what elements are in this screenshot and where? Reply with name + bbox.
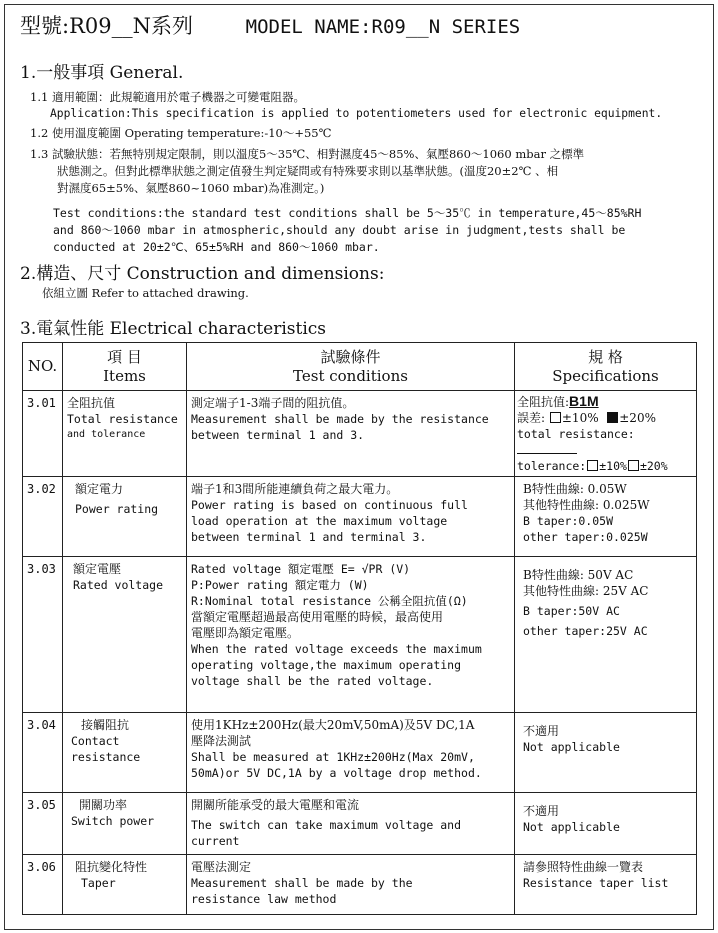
checkbox-icon [550, 412, 561, 423]
spec-tol-20: ±20% [619, 411, 656, 425]
cond-line: Measurement shall be made by the [191, 876, 413, 890]
header-conditions [187, 343, 515, 391]
row-item [63, 855, 187, 915]
row-no: 3.03 [23, 557, 63, 713]
row-item [63, 793, 187, 855]
cond-line: 使用1KHz±200Hz(最大20mV,50mA)及5V DC,1A [191, 718, 475, 732]
row-condition [187, 477, 515, 557]
header-no: NO. [23, 343, 63, 391]
cond-line: 壓降法測試 [191, 734, 252, 748]
row-condition [187, 391, 515, 477]
section2-heading: 2.構造、尺寸 Construction and dimensions: [20, 264, 385, 284]
title-en: MODEL NAME:R09__N SERIES [245, 16, 521, 38]
item-line: 全阻抗值 [67, 396, 116, 410]
spec-line: 不適用 [523, 724, 560, 738]
s13-en-3: conducted at 20±2℃、65±5%RH and 860～1060 mbar. [53, 240, 380, 254]
row-condition [187, 793, 515, 855]
spec-line: B taper:0.05W [523, 514, 614, 528]
row-no: 3.01 [23, 391, 63, 477]
table-header-row [23, 343, 697, 391]
item-line: Total resistance [67, 412, 178, 426]
header-items [63, 343, 187, 391]
checkbox-icon [587, 460, 598, 471]
blank-line [517, 453, 577, 454]
header-cond-en: Test conditions [293, 366, 408, 385]
spec-line: Not applicable [523, 820, 620, 834]
row-spec [515, 855, 697, 915]
row-item [63, 477, 187, 557]
cond-line: Rated voltage 額定電壓 E= √PR (V) [191, 562, 411, 576]
s13-zh-3: 對濕度65±5%、氣壓860~1060 mbar)為准測定。) [57, 181, 325, 195]
item-line: 開關功率 [79, 798, 128, 812]
s11-en: Application:This specification is applied to potentiometers used for electronic equipment. [50, 107, 663, 120]
checked-box-icon [607, 412, 618, 423]
spec-tol-en: tolerance: [517, 459, 587, 473]
row-no: 3.02 [23, 477, 63, 557]
row-spec [515, 557, 697, 713]
spec-tol-label: 誤差: [517, 411, 546, 425]
header-specs [515, 343, 697, 391]
item-line: 額定電壓 [73, 562, 122, 576]
spec-total-label: 全阻抗值: [517, 395, 570, 409]
item-line: resistance [71, 750, 141, 764]
cond-line: When the rated voltage exceeds the maximum [191, 642, 482, 656]
cond-line: R:Nominal total resistance 公稱全阻抗值(Ω) [191, 594, 468, 608]
cond-line: operating voltage,the maximum operating [191, 658, 462, 672]
spec-line: 請參照特性曲線一覽表 [523, 860, 644, 874]
item-line: 額定電力 [75, 482, 124, 496]
row-spec [515, 793, 697, 855]
row-condition [187, 557, 515, 713]
s13-en-1: Test conditions:the standard test conditions shall be 5～35℃ in temperature,45～85%RH [53, 206, 642, 220]
cond-line: 電壓即為額定電壓。 [191, 626, 300, 640]
electrical-characteristics-table [22, 342, 697, 915]
row-no: 3.05 [23, 793, 63, 855]
document-title [20, 10, 520, 40]
row-condition [187, 855, 515, 915]
spec-line: other taper:0.025W [523, 530, 648, 544]
checkbox-icon [628, 460, 639, 471]
section2-text: 依組立圖 Refer to attached drawing. [42, 286, 249, 300]
spec-total-value: B1M [569, 393, 599, 409]
row-no: 3.04 [23, 713, 63, 793]
spec-line: other taper:25V AC [523, 624, 648, 638]
cond-line: The switch can take maximum voltage and [191, 818, 462, 832]
s13-en-2: and 860～1060 mbar in atmospheric,should any doubt arise in judgment,tests shall be [53, 223, 626, 237]
title-zh: 型號:R09__N系列 [20, 14, 193, 38]
row-spec [515, 713, 697, 793]
spec-tol-10: ±10% [561, 411, 599, 425]
section3-heading: 3.電氣性能 Electrical characteristics [20, 319, 327, 339]
table-row [23, 713, 697, 793]
spec-line: B特性曲線: 50V AC [523, 568, 634, 582]
item-line: Rated voltage [73, 578, 164, 592]
row-item [63, 391, 187, 477]
cond-line: 當額定電壓超過最高使用電壓的時候，最高使用 [191, 610, 444, 624]
spec-line: Not applicable [523, 740, 620, 754]
item-line: Power rating [75, 502, 159, 516]
table-row [23, 477, 697, 557]
item-line: 接觸阻抗 [81, 718, 130, 732]
spec-tol-en-10: ±10% [599, 459, 627, 473]
spec-tol-en-20: ±20% [639, 459, 668, 473]
table-row [23, 793, 697, 855]
cond-line: P:Power rating 額定電力 (W) [191, 578, 369, 592]
s13-zh-2: 狀態測之。但對此標準狀態之測定值發生判定疑問或有特殊要求則以基準狀態。(溫度20±2℃ 、相 [57, 164, 559, 178]
spec-line: 其他特性曲線: 0.025W [523, 498, 650, 512]
item-line: Contact [71, 734, 120, 748]
cond-line: 50mA)or 5V DC,1A by a voltage drop method. [191, 766, 482, 780]
spec-line: B特性曲線: 0.05W [523, 482, 627, 496]
item-line: and tolerance [67, 429, 146, 440]
cond-line: 端子1和3間所能連續負荷之最大電力。 [191, 482, 399, 496]
s13-zh-1: 1.3 試驗狀態：若無特別規定限制，則以溫度5～35℃、相對濕度45～85%、氣壓860～1060 mbar 之標準 [30, 147, 585, 161]
cond-line: resistance law method [191, 892, 337, 906]
header-cond-zh: 試驗條件 [320, 347, 381, 366]
table-row [23, 557, 697, 713]
row-spec [515, 391, 697, 477]
header-items-en: Items [103, 366, 146, 385]
cond-line: between terminal 1 and terminal 3. [191, 530, 427, 544]
cond-line: Power rating is based on continuous full [191, 498, 468, 512]
cond-line: 測定端子1-3端子間的阻抗值。 [191, 396, 355, 410]
header-spec-zh: 規 格 [588, 347, 623, 366]
cond-line: 電壓法測定 [191, 860, 252, 874]
row-condition [187, 713, 515, 793]
table-row [23, 855, 697, 915]
s12: 1.2 使用溫度範圍 Operating temperature:-10～+55℃ [30, 126, 332, 140]
spec-line: 其他特性曲線: 25V AC [523, 584, 649, 598]
item-line: Taper [81, 876, 116, 890]
cond-line: current [191, 834, 240, 848]
spec-line: B taper:50V AC [523, 604, 620, 618]
row-item [63, 557, 187, 713]
spec-line: 不適用 [523, 804, 560, 818]
header-items-zh: 項 目 [107, 347, 142, 366]
table-row [23, 391, 697, 477]
s11-zh: 1.1 適用範圍：此規範適用於電子機器之可變電阻器。 [30, 90, 305, 104]
header-spec-en: Specifications [552, 366, 659, 385]
item-line: Switch power [71, 814, 155, 828]
spec-line: Resistance taper list [523, 876, 669, 890]
cond-line: Shall be measured at 1KHz±200Hz(Max 20mV, [191, 750, 475, 764]
row-item [63, 713, 187, 793]
cond-line: load operation at the maximum voltage [191, 514, 448, 528]
cond-line: between terminal 1 and 3. [191, 428, 365, 442]
cond-line: 開關所能承受的最大電壓和電流 [191, 798, 360, 812]
item-line: 阻抗變化特性 [75, 860, 148, 874]
cond-line: voltage shall be the rated voltage. [191, 674, 434, 688]
spec-total-en: total resistance: [517, 427, 635, 441]
row-no: 3.06 [23, 855, 63, 915]
section1-heading: 1.一般事項 General. [20, 63, 184, 83]
row-spec [515, 477, 697, 557]
cond-line: Measurement shall be made by the resistance [191, 412, 489, 426]
